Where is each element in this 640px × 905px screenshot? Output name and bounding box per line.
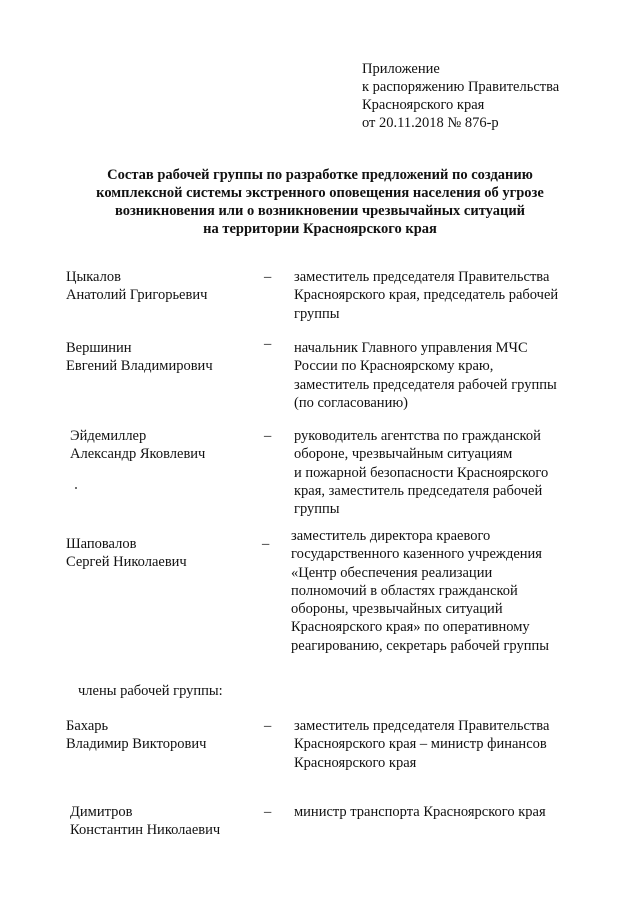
role-line: реагированию, секретарь рабочей группы <box>291 637 549 654</box>
role-line: начальник Главного управления МЧС <box>294 340 528 356</box>
member-role <box>291 527 549 655</box>
title-line: Состав рабочей группы по разработке предложений по созданию <box>107 167 533 183</box>
member-given-name: Сергей Николаевич <box>66 554 187 571</box>
title-line: возникновения или о возникновении чрезвычайных ситуаций <box>114 203 526 219</box>
member-dash: – <box>264 269 272 285</box>
member-given-name: Константин Николаевич <box>70 822 221 839</box>
member-surname: Вершинин <box>66 340 132 356</box>
role-line: группы <box>294 501 340 518</box>
appendix-line: Приложение <box>362 61 440 77</box>
member-surname: Цыкалов <box>66 269 121 285</box>
member-role <box>294 427 548 518</box>
role-line: Красноярского края, председатель рабочей <box>294 287 559 304</box>
title-line: комплексной системы экстренного оповещения населения об угрозе <box>96 185 544 201</box>
member-given-name: Владимир Викторович <box>66 736 207 753</box>
role-line: заместитель директора краевого <box>291 528 491 544</box>
member-surname: Эйдемиллер <box>70 428 147 444</box>
role-line: края, заместитель председателя рабочей <box>294 482 543 499</box>
member-role <box>294 717 549 772</box>
role-line: заместитель председателя Правительства <box>294 269 550 285</box>
role-line: России по Красноярскому краю, <box>294 358 494 375</box>
member-surname: Шаповалов <box>66 536 137 552</box>
role-line: Красноярского края» по оперативному <box>291 619 530 636</box>
role-line: (по согласованию) <box>294 394 408 411</box>
appendix-header <box>362 60 559 132</box>
member-dash: – <box>264 428 272 444</box>
member-role <box>294 803 546 821</box>
role-line: группы <box>294 305 340 322</box>
member-dash: – <box>264 336 272 352</box>
appendix-line: к распоряжению Правительства <box>362 79 560 95</box>
member-given-name: Евгений Владимирович <box>66 358 213 375</box>
member-dash: – <box>262 536 270 552</box>
role-line: государственного казенного учреждения <box>291 546 542 563</box>
member-dash: – <box>264 804 272 820</box>
scan-speck <box>75 487 77 489</box>
appendix-line: от 20.11.2018 № 876-р <box>362 115 499 131</box>
role-line: Красноярского края – министр финансов <box>294 736 547 753</box>
member-surname: Бахарь <box>66 718 109 734</box>
role-line: «Центр обеспечения реализации <box>291 564 493 581</box>
member-dash: – <box>264 718 272 734</box>
document-title <box>60 166 580 238</box>
member-given-name: Анатолий Григорьевич <box>66 287 208 304</box>
role-line: и пожарной безопасности Красноярского <box>294 464 549 481</box>
member-surname: Димитров <box>70 804 133 820</box>
role-line: заместитель председателя Правительства <box>294 718 550 734</box>
role-line: Красноярского края <box>294 754 417 771</box>
role-line: обороне, чрезвычайным ситуациям <box>294 446 513 463</box>
role-line: министр транспорта Красноярского края <box>294 804 546 820</box>
member-role <box>294 339 557 412</box>
member-role <box>294 268 558 323</box>
role-line: полномочий в областях гражданской <box>291 582 518 599</box>
appendix-line: Красноярского края <box>362 97 485 113</box>
title-line: на территории Красноярского края <box>203 221 437 237</box>
role-line: заместитель председателя рабочей группы <box>294 376 557 393</box>
role-line: руководитель агентства по гражданской <box>294 428 541 444</box>
role-line: обороны, чрезвычайных ситуаций <box>291 601 503 618</box>
members-section-label: члены рабочей группы: <box>78 683 223 699</box>
member-given-name: Александр Яковлевич <box>70 446 206 463</box>
